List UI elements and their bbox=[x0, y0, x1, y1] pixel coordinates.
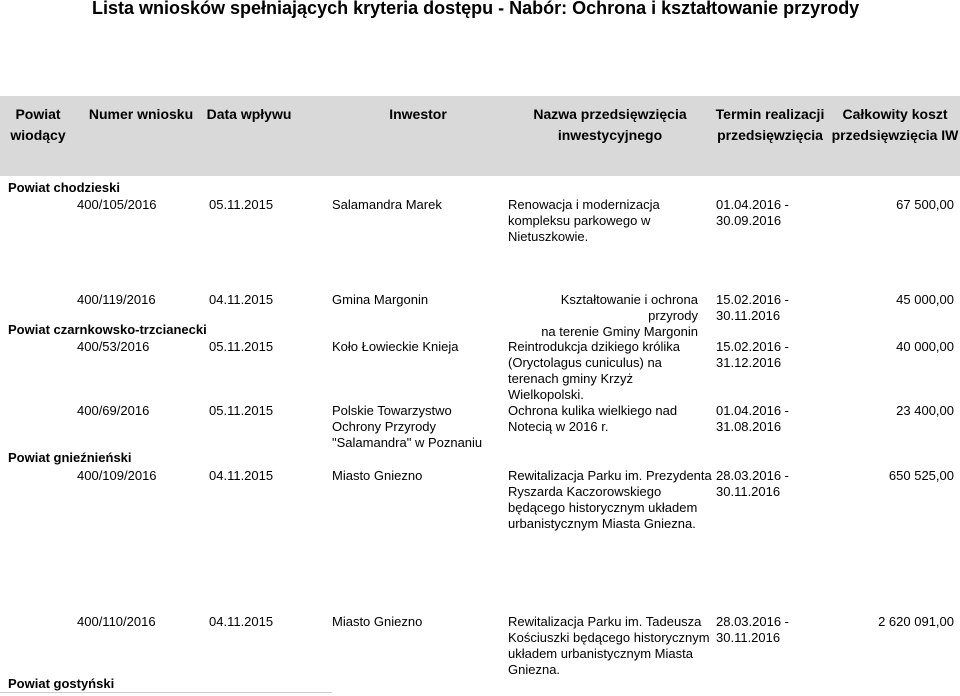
row-koszt: 40 000,00 bbox=[896, 339, 954, 354]
header-data: Data wpływu bbox=[206, 106, 292, 122]
row-koszt: 650 525,00 bbox=[888, 468, 954, 483]
header-powiat: Powiat wiodący bbox=[10, 106, 66, 143]
row-inwestor: Miasto Gniezno bbox=[332, 614, 423, 629]
row-numer: 400/110/2016 bbox=[77, 614, 156, 629]
group-chodzieski: Powiat chodzieski bbox=[8, 180, 120, 195]
row-data: 04.11.2015 bbox=[209, 292, 274, 307]
row-data: 05.11.2015 bbox=[209, 197, 274, 212]
row-nazwa: Renowacja i modernizacja kompleksu parkowego w Nietuszkowie. bbox=[508, 197, 660, 244]
header-inwestor: Inwestor bbox=[389, 106, 447, 122]
row-data: 05.11.2015 bbox=[209, 339, 274, 354]
row-inwestor: Koło Łowieckie Knieja bbox=[332, 339, 459, 354]
row-nazwa: Rewitalizacja Parku im. Tadeusza Kościuszki będącego historycznym układem urbanistycznym Miasta Gniezna. bbox=[508, 614, 710, 677]
group-gnieznienski: Powiat gnieźnieński bbox=[8, 450, 132, 465]
row-data: 05.11.2015 bbox=[209, 403, 274, 418]
row-inwestor: Gmina Margonin bbox=[332, 292, 429, 307]
row-numer: 400/119/2016 bbox=[77, 292, 156, 307]
row-termin: 28.03.2016 - 30.11.2016 bbox=[716, 614, 790, 645]
row-inwestor: Miasto Gniezno bbox=[332, 468, 423, 483]
row-koszt: 2 620 091,00 bbox=[878, 614, 954, 629]
page-title: Lista wniosków spełniających kryteria dostępu - Nabór: Ochrona i kształtowanie przyrody bbox=[92, 0, 860, 18]
row-termin: 01.04.2016 - 31.08.2016 bbox=[716, 403, 790, 434]
row-numer: 400/109/2016 bbox=[77, 468, 157, 483]
header-termin: Termin realizacji przedsięwzięcia bbox=[715, 106, 825, 143]
row-koszt: 45 000,00 bbox=[896, 292, 954, 307]
row-nazwa: Ochrona kulika wielkiego nad Notecią w 2016 r. bbox=[508, 403, 678, 434]
row-data: 04.11.2015 bbox=[209, 614, 274, 629]
row-numer: 400/69/2016 bbox=[77, 403, 150, 418]
row-data: 04.11.2015 bbox=[209, 468, 274, 483]
row-nazwa: Reintrodukcja dzikiego królika (Oryctolagus cuniculus) na terenach gminy Krzyż Wielkopolski. bbox=[508, 339, 680, 402]
row-koszt: 23 400,00 bbox=[896, 403, 954, 418]
row-numer: 400/53/2016 bbox=[77, 339, 150, 354]
row-termin: 01.04.2016 - 30.09.2016 bbox=[716, 197, 790, 228]
row-termin: 28.03.2016 - 30.11.2016 bbox=[716, 468, 790, 499]
row-koszt: 67 500,00 bbox=[896, 197, 954, 212]
row-termin: 15.02.2016 - 31.12.2016 bbox=[716, 339, 790, 370]
header-numer: Numer wniosku bbox=[88, 106, 194, 122]
row-numer: 400/105/2016 bbox=[77, 197, 157, 212]
header-koszt: Całkowity koszt przedsięwzięcia IW bbox=[831, 106, 959, 143]
header-nazwa: Nazwa przedsięwzięcia inwestycyjnego bbox=[533, 106, 687, 143]
table-header bbox=[0, 96, 960, 176]
row-nazwa: Rewitalizacja Parku im. Prezydenta Ryszarda Kaczorowskiego będącego historycznym układem urbanistycznym Miasta Gniezna. bbox=[508, 468, 712, 531]
row-inwestor: Salamandra Marek bbox=[332, 197, 442, 212]
group-czarnkowsko-trzcianecki: Powiat czarnkowsko-trzcianecki bbox=[8, 322, 207, 337]
row-nazwa: Kształtowanie i ochrona przyrody na terenie Gminy Margonin bbox=[541, 292, 698, 339]
row-termin: 15.02.2016 - 30.11.2016 bbox=[716, 292, 790, 323]
group-gostynski: Powiat gostyński bbox=[8, 676, 115, 691]
divider bbox=[0, 692, 332, 693]
row-inwestor: Polskie Towarzystwo Ochrony Przyrody "Salamandra" w Poznaniu bbox=[332, 403, 483, 450]
